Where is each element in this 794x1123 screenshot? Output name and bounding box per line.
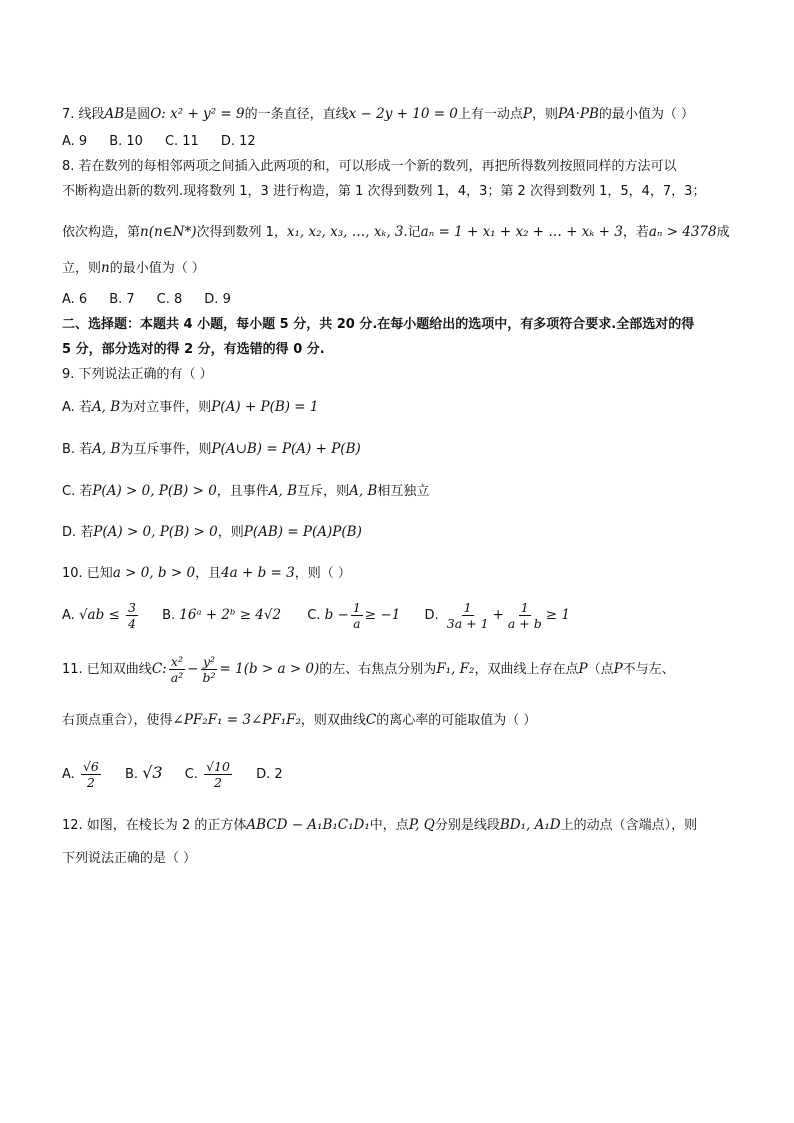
option-label: B.: [162, 608, 176, 623]
text: ，且事件: [216, 484, 269, 499]
text: .记: [403, 225, 421, 240]
math: aₙ = 1 + x₁ + x₂ + … + xₖ + 3: [420, 224, 623, 240]
math: √ab ≤: [78, 607, 120, 623]
math: a > 0, b > 0: [112, 565, 196, 581]
option-label: B.: [125, 767, 139, 782]
q9-option-a: [62, 398, 319, 417]
text: 互斥，则: [297, 484, 350, 499]
q8-line2: 不断构造出新的数列.现将数列 1，3 进行构造，第 1 次得到数列 1，4，3；第 2 次得到数列 1，5，4，7，3；: [62, 184, 706, 199]
denominator: b²: [202, 670, 216, 685]
option-label: C.: [184, 767, 198, 782]
option-label: C.: [307, 608, 321, 623]
math: −: [187, 661, 199, 677]
math: A, B: [92, 441, 121, 457]
text: 的左、右焦点分别为: [319, 662, 437, 677]
section2-line1: 二、选择题：本题共 4 小题，每小题 5 分，共 20 分.在每小题给出的选项中，有多项符合要求.全部选对的得: [62, 317, 695, 332]
math: A, B: [349, 483, 378, 499]
math: ABCD − A₁B₁C₁D₁: [246, 817, 370, 833]
numerator: y²: [202, 654, 216, 669]
text: 的最小值为（ ）: [598, 107, 695, 122]
numerator: √10: [206, 759, 230, 774]
option-d: D. 9: [204, 292, 231, 307]
option-b: B. 7: [109, 292, 135, 307]
denominator: 2: [214, 775, 222, 790]
math: 16ᵃ + 2ᵇ ≥ 4√2: [179, 607, 282, 623]
fraction: [81, 759, 101, 790]
text: 成: [716, 225, 730, 240]
text: 的一条直径，直线: [244, 107, 349, 122]
fraction: [506, 600, 544, 631]
math: √3: [142, 763, 163, 782]
math: P, Q: [408, 817, 435, 833]
option-a: [62, 759, 107, 790]
fraction: [351, 600, 363, 631]
fraction: [445, 600, 491, 631]
text: 上有一动点: [457, 107, 523, 122]
text: A. 若: [62, 400, 92, 415]
option-label: A.: [62, 608, 75, 623]
text: （点: [587, 662, 614, 677]
numerator: 1: [352, 600, 361, 615]
math: A, B: [91, 399, 121, 415]
text: 为互斥事件，则: [120, 442, 212, 457]
math: P(A) > 0, P(B) > 0: [93, 524, 218, 540]
q8-options: [62, 291, 253, 309]
text: D. 若: [62, 525, 94, 540]
text: 上的动点（含端点），则: [560, 818, 698, 833]
option-c: C. 11: [164, 134, 199, 149]
text: 分别是线段: [434, 818, 500, 833]
q12-line2: 下列说法正确的是（ ）: [62, 851, 197, 866]
fraction: [126, 600, 138, 631]
q8-line1: 8. 若在数列的每相邻两项之间插入此两项的和，可以形成一个新的数列，再把所得数列按照同样的方法可以: [62, 159, 677, 174]
option-b: B. 10: [109, 134, 143, 149]
q9-option-b: [62, 440, 361, 459]
option-c: [184, 759, 238, 790]
math: = 1(b > a > 0): [219, 661, 320, 677]
math: 4a + b = 3: [221, 565, 295, 581]
math: aₙ > 4378: [648, 224, 717, 240]
fraction: [200, 654, 217, 685]
math: P(AB) = P(A)P(B): [243, 524, 362, 540]
q11-options: [62, 753, 283, 795]
numerator: √6: [82, 759, 99, 774]
text: 是圆: [124, 107, 151, 122]
numerator: 1: [463, 600, 472, 615]
math: AB: [104, 106, 125, 122]
text: ，则: [217, 525, 244, 540]
q9-option-c: [62, 482, 429, 501]
option-a: A. 9: [62, 134, 88, 149]
numerator: 3: [127, 600, 136, 615]
text: C. 若: [62, 484, 93, 499]
math: x − 2y + 10 = 0: [348, 106, 458, 122]
math: C:: [151, 661, 167, 677]
math: n: [101, 260, 110, 276]
math: ≥ 1: [545, 607, 570, 623]
option-label: D.: [424, 608, 439, 623]
text: 为对立事件，则: [120, 400, 212, 415]
denominator: 2: [86, 775, 95, 790]
math: P: [613, 661, 623, 677]
q7-stem: [62, 105, 694, 124]
text: 立，则: [62, 261, 102, 276]
text: ，且: [195, 566, 222, 581]
q10-stem: [62, 564, 351, 583]
denominator: 4: [127, 616, 136, 631]
option-d: D. 2: [256, 767, 283, 782]
option-d: [424, 600, 570, 631]
text: ，则: [532, 107, 559, 122]
q8-line4: [62, 259, 205, 278]
math: A, B: [268, 483, 298, 499]
option-b: [162, 608, 285, 623]
section2-line2: 5 分，部分选对的得 2 分，有选错的得 0 分.: [62, 342, 325, 357]
text: B. 若: [62, 442, 93, 457]
denominator: a²: [170, 670, 184, 685]
option-b: [125, 763, 167, 782]
text: 7. 线段: [62, 107, 105, 122]
numerator: 1: [520, 600, 529, 615]
text: ，则（ ）: [294, 566, 351, 581]
math: ∠PF₂F₁ = 3∠PF₁F₂: [172, 712, 301, 728]
text: 右顶点重合），使得: [62, 713, 173, 728]
text: ，若: [622, 225, 649, 240]
text: 的离心率的可能取值为（ ）: [376, 713, 537, 728]
q7-options: [62, 133, 278, 151]
text: ，双曲线上存在点: [474, 662, 579, 677]
math: b −: [324, 607, 349, 623]
text: 相互独立: [377, 484, 430, 499]
math: O: x² + y² = 9: [150, 106, 245, 122]
option-a: A. 6: [62, 292, 88, 307]
q9-option-d: [62, 523, 362, 542]
denominator: a: [353, 616, 361, 631]
q9-stem: 9. 下列说法正确的有（ ）: [62, 367, 213, 382]
math: x₁, x₂, x₃, …, xₖ, 3: [286, 224, 404, 240]
denominator: 3a + 1: [446, 616, 489, 631]
fraction: [204, 759, 232, 790]
text: 11. 已知双曲线: [62, 662, 152, 677]
denominator: a + b: [507, 616, 542, 631]
text: 中，点: [369, 818, 409, 833]
math: F₁, F₂: [436, 661, 475, 677]
math: P(A) + P(B) = 1: [211, 399, 319, 415]
text: 依次构造，第: [62, 225, 141, 240]
q11-line2: [62, 711, 536, 730]
math: BD₁, A₁D: [499, 817, 561, 833]
text: 的最小值为（ ）: [109, 261, 205, 276]
option-label: A.: [62, 767, 75, 782]
math: P: [578, 661, 588, 677]
q11-stem: [62, 652, 675, 687]
math: C: [365, 712, 377, 728]
math: PA·PB: [558, 106, 599, 122]
option-d: D. 12: [220, 134, 256, 149]
q10-options: [62, 598, 570, 633]
math: +: [492, 607, 504, 623]
option-c: C. 8: [156, 292, 183, 307]
option-a: [62, 600, 144, 631]
math: P(A∪B) = P(A) + P(B): [211, 441, 361, 457]
math: P: [522, 106, 532, 122]
numerator: x²: [170, 654, 183, 669]
text: 不与左、: [622, 662, 675, 677]
q12-line1: [62, 816, 697, 835]
text: 12. 如图，在棱长为 2 的正方体: [62, 818, 247, 833]
fraction: [169, 654, 185, 685]
option-c: [307, 600, 404, 631]
math: P(A) > 0, P(B) > 0: [92, 483, 217, 499]
text: 10. 已知: [62, 566, 113, 581]
text: ，则双曲线: [300, 713, 366, 728]
math: ≥ −1: [364, 607, 401, 623]
math: n(n∈N*): [140, 224, 197, 240]
q8-line3: [62, 223, 730, 242]
text: 次得到数列 1，: [196, 225, 287, 240]
